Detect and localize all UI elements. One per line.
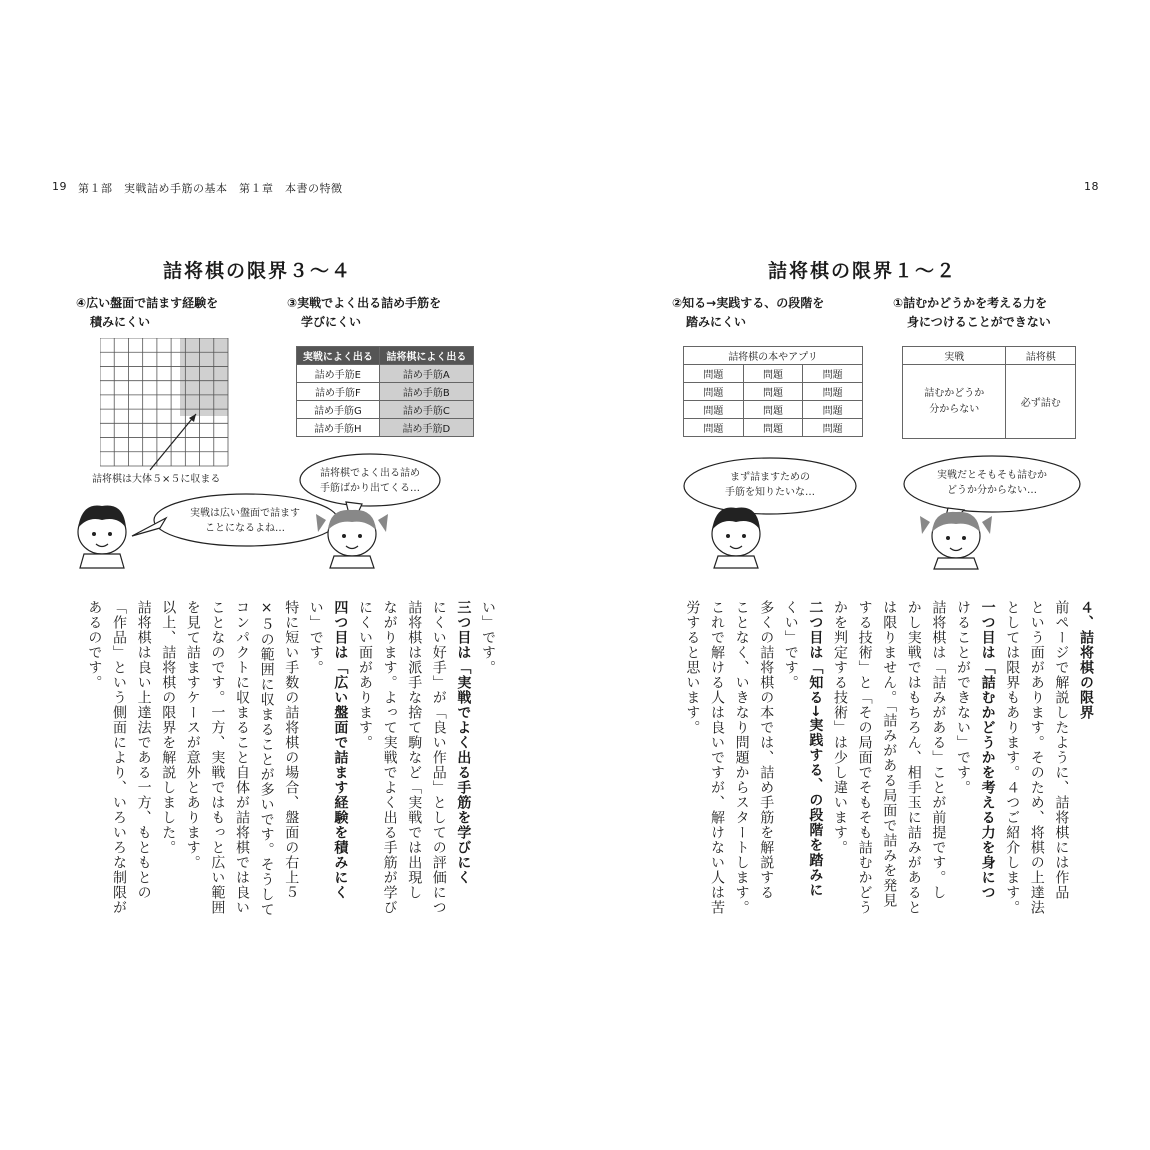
body-text-column: という面があります。そのため、将棋の上達法 — [1028, 600, 1045, 915]
problem-cell: 問題 — [803, 419, 863, 437]
body-text-column: い」です。 — [307, 600, 324, 675]
table-cell: 詰め手筋G — [297, 401, 380, 419]
body-text-column: する技術」と「その局面でそもそも詰むかどう — [856, 600, 873, 915]
limit2-caption-line1: ②知る→実践する、の段階を — [672, 296, 825, 310]
body-text-column: 二つ目は「知る→実践する、の段階を踏みに — [807, 600, 824, 898]
table-header-jissen: 実戦 — [903, 347, 1006, 365]
body-text-column: 詰将棋は「詰みがある」ことが前提です。し — [930, 600, 947, 900]
girl-character-icon — [920, 512, 992, 569]
bubble-line: 実戦だとそもそも詰むか — [937, 470, 1047, 481]
cell-line: 分からない — [929, 403, 980, 415]
grid-caption: 詰将棋は大体５×５に収まる — [92, 474, 221, 485]
problem-cell: 問題 — [743, 419, 803, 437]
body-text-column: 詰将棋は良い上達法である一方、もともとの — [135, 600, 152, 900]
bubble-line: どうか分からない… — [947, 485, 1037, 496]
bubble-line: まず詰ますための — [730, 472, 810, 483]
problem-cell: 問題 — [684, 383, 744, 401]
body-text-column: あるのです。 — [86, 600, 103, 690]
left-page-number: 19 — [52, 180, 67, 193]
body-text-column: ことなく、いきなり問題からスタートします。 — [733, 600, 750, 915]
five-by-five-region — [180, 338, 228, 416]
table-cell: 詰め手筋H — [297, 419, 380, 437]
left-boy-bubble-text — [160, 506, 330, 536]
table-cell: 詰め手筋F — [297, 383, 380, 401]
jissen-tsume-table — [902, 346, 1076, 439]
bubble-line: 手筋ばかり出てくる… — [320, 483, 420, 494]
boy-character-icon — [712, 507, 760, 568]
body-text-column: にくい面があります。 — [357, 600, 373, 750]
right-figure-title: 詰将棋の限界１～２ — [768, 260, 958, 282]
body-text-column: を見て詰ますケースが意外とあります。 — [184, 600, 201, 870]
body-text-column: けることができない」です。 — [955, 600, 971, 795]
body-text-column: 以上、詰将棋の限界を解説しました。 — [160, 600, 177, 855]
body-text-column: かし実戦ではもちろん、相手玉に詰みがあると — [905, 600, 922, 915]
table-header-tsume: 詰将棋によく出る — [379, 347, 473, 365]
right-girl-bubble-text — [910, 468, 1074, 498]
bubble-line: 詰将棋でよく出る詰め — [320, 468, 420, 479]
body-text-column: 前ページで解説したように、詰将棋には作品 — [1053, 600, 1070, 900]
app-table-header: 詰将棋の本やアプリ — [684, 347, 863, 365]
body-text-column: は限りません。「詰みがある局面で詰みを発見 — [881, 600, 898, 908]
body-text-column: くい」です。 — [782, 600, 799, 690]
limit4-caption-line1: ④広い盤面で詰ます経験を — [76, 296, 219, 310]
limit3-caption-line2: 学びにくい — [301, 315, 362, 329]
body-text-column: ながります。よって実戦でよく出る手筋が学び — [381, 600, 398, 915]
tsume-cell: 必ず詰む — [1006, 365, 1076, 439]
table-cell: 詰め手筋D — [379, 419, 473, 437]
body-text-column: 四つ目は「広い盤面で詰ます経験を積みにく — [332, 600, 349, 900]
right-page-number: 18 — [1084, 180, 1099, 193]
running-header: 第１部 実戦詰め手筋の基本 第１章 本書の特徴 — [78, 182, 343, 195]
boy-character-icon — [78, 505, 126, 568]
tesuji-comparison-table — [296, 346, 474, 437]
body-text-column: ４、詰将棋の限界 — [1078, 600, 1094, 720]
limit3-caption — [287, 294, 441, 332]
body-text-column: 「作品」という側面により、いろいろな制限が — [111, 600, 127, 915]
body-text-column: 一つ目は「詰むかどうかを考える力を身につ — [979, 600, 996, 900]
table-cell: 詰め手筋C — [379, 401, 473, 419]
table-cell: 詰め手筋E — [297, 365, 380, 383]
problem-cell: 問題 — [684, 365, 744, 383]
body-text-column: コンパクトに収まること自体が詰将棋では良い — [234, 600, 250, 915]
body-text-column: としては限界もあります。４つご紹介します。 — [1004, 600, 1021, 915]
body-text-column: 多くの詰将棋の本では、詰め手筋を解説する — [758, 600, 775, 900]
body-text-column: 特に短い手数の詰将棋の場合、盤面の右上５ — [283, 600, 300, 900]
table-header-tsume: 詰将棋 — [1006, 347, 1076, 365]
problem-cell: 問題 — [684, 401, 744, 419]
problem-cell: 問題 — [743, 365, 803, 383]
problem-cell: 問題 — [803, 401, 863, 419]
limit2-caption-line2: 踏みにくい — [686, 315, 747, 329]
body-text-column: い」です。 — [480, 600, 496, 675]
problem-cell: 問題 — [684, 419, 744, 437]
left-figure-title: 詰将棋の限界３～４ — [163, 260, 353, 282]
limit1-caption — [893, 294, 1051, 332]
limit4-caption — [76, 294, 218, 332]
limit1-caption-line1: ①詰むかどうかを考える力を — [893, 296, 1048, 310]
problem-cell: 問題 — [803, 365, 863, 383]
bubble-line: ことになるよね… — [205, 523, 285, 534]
table-cell: 詰め手筋A — [379, 365, 473, 383]
body-text-column: かを判定する技術」は少し違います。 — [832, 600, 848, 855]
limit1-caption-line2: 身につけることができない — [907, 315, 1051, 329]
body-text-column: にくい好手」が「良い作品」としての評価につ — [430, 600, 447, 915]
body-text-column: これで解ける人は良いですが、解けない人は苦 — [709, 600, 725, 915]
body-text-column: 労すると思います。 — [684, 600, 701, 735]
body-text-column: 詰将棋は派手な捨て駒など「実戦では出現し — [406, 600, 423, 900]
bubble-line: 実戦は広い盤面で詰ます — [190, 508, 300, 519]
cell-line: 詰むかどうか — [924, 387, 985, 399]
table-cell: 詰め手筋B — [379, 383, 473, 401]
problem-cell: 問題 — [743, 383, 803, 401]
left-girl-bubble-text — [305, 466, 435, 496]
limit3-caption-line1: ③実戦でよく出る詰め手筋を — [287, 296, 442, 310]
body-text-column: 三つ目は「実戦でよく出る手筋を学びにく — [455, 600, 472, 885]
problem-cell: 問題 — [803, 383, 863, 401]
bubble-line: 手筋を知りたいな… — [725, 487, 815, 498]
jissen-cell — [903, 365, 1006, 439]
book-app-table — [683, 346, 863, 437]
right-boy-bubble-text — [690, 470, 850, 500]
body-text-column: ×５の範囲に収まることが多いです。そうして — [258, 600, 275, 917]
limit2-caption — [672, 294, 824, 332]
body-text-column: ことなのです。一方、実戦ではもっと広い範囲 — [209, 600, 226, 915]
limit4-caption-line2: 積みにくい — [90, 315, 151, 329]
problem-cell: 問題 — [743, 401, 803, 419]
table-header-jissen: 実戦によく出る — [297, 347, 380, 365]
